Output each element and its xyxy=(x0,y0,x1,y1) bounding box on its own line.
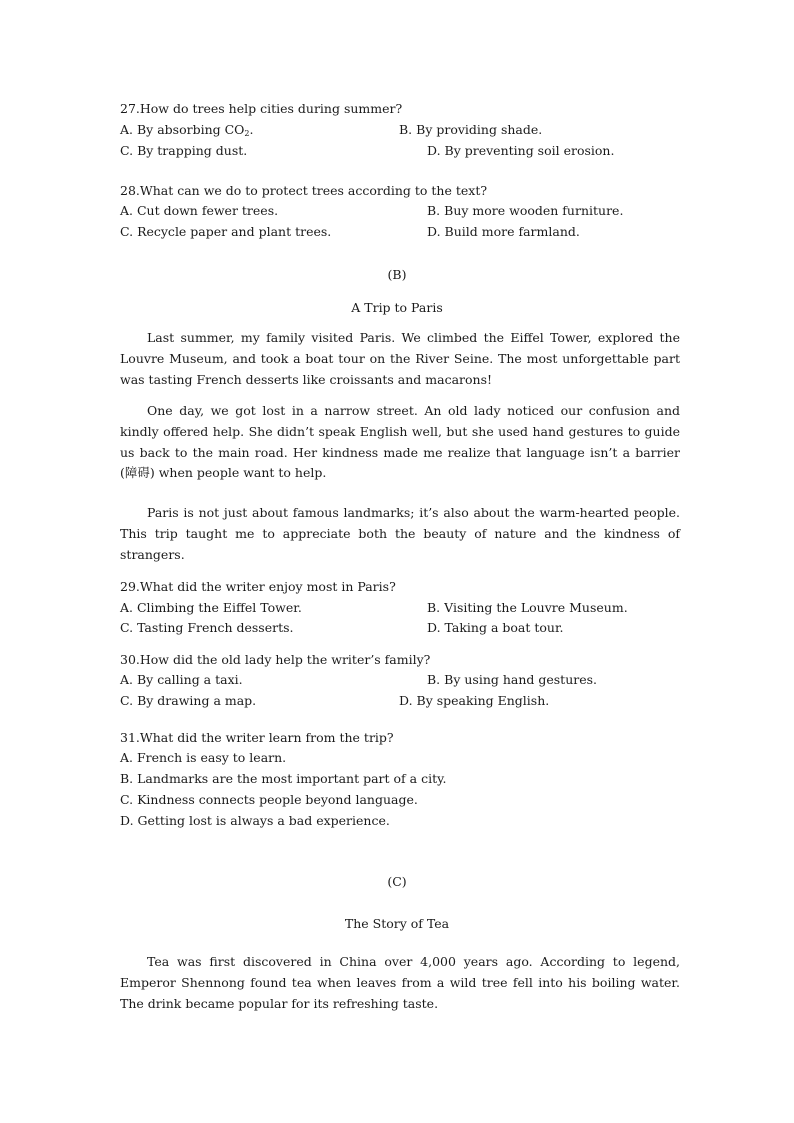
option-a-text: A. By absorbing CO xyxy=(120,122,245,137)
question-28-stem: 28.What can we do to protect trees according to the text? xyxy=(120,183,488,198)
section-b-title: A Trip to Paris xyxy=(351,300,443,315)
question-29-option-d: D. Taking a boat tour. xyxy=(427,620,564,635)
question-27-option-b: B. By providing shade. xyxy=(399,122,543,137)
question-31-option-d: D. Getting lost is always a bad experience. xyxy=(120,813,390,828)
question-29-option-c: C. Tasting French desserts. xyxy=(120,620,294,635)
question-29-stem: 29.What did the writer enjoy most in Paris? xyxy=(120,579,396,594)
question-30-stem: 30.How did the old lady help the writer’s family? xyxy=(120,652,431,667)
section-b-paragraph-3: Paris is not just about famous landmarks; it’s also about the warm-hearted people. This trip taught me to appreciate both the beauty of nature and the kindness of strangers. xyxy=(120,505,680,562)
question-27-option-d: D. By preventing soil erosion. xyxy=(427,143,615,158)
question-31-option-b: B. Landmarks are the most important part of a city. xyxy=(120,771,447,786)
section-b-paragraph-1: Last summer, my family visited Paris. We climbed the Eiffel Tower, explored the Louvre Museum, and took a boat tour on the River Seine. The most unforgettable part was tasting French desserts like croissants and macarons! xyxy=(120,330,680,387)
question-30-option-a: A. By calling a taxi. xyxy=(120,672,243,687)
question-31-option-a: A. French is easy to learn. xyxy=(120,750,287,765)
question-27-option-a xyxy=(120,122,253,138)
question-30-option-d: D. By speaking English. xyxy=(399,693,550,708)
question-28-option-c: C. Recycle paper and plant trees. xyxy=(120,224,332,239)
question-28-option-a: A. Cut down fewer trees. xyxy=(120,203,279,218)
question-27-option-c: C. By trapping dust. xyxy=(120,143,248,158)
question-30-option-c: C. By drawing a map. xyxy=(120,693,257,708)
subscript-2: 2 xyxy=(244,129,250,138)
question-27-stem: 27.How do trees help cities during summer? xyxy=(120,101,403,116)
section-b-paragraph-2: One day, we got lost in a narrow street. An old lady noticed our confusion and kindly offered help. She didn’t speak English well, but she used hand gestures to guide us back to the main road. Her kindness made me realize that language isn’t a barrier (障碍) when people want to help. xyxy=(120,403,680,481)
question-31-option-c: C. Kindness connects people beyond language. xyxy=(120,792,418,807)
section-b-label: (B) xyxy=(387,267,407,282)
question-29-option-a: A. Climbing the Eiffel Tower. xyxy=(120,600,302,615)
question-29-option-b: B. Visiting the Louvre Museum. xyxy=(427,600,628,615)
option-a-period: . xyxy=(249,122,254,137)
section-c-paragraph-1: Tea was first discovered in China over 4,000 years ago. According to legend, Emperor Shennong found tea when leaves from a wild tree fell into his boiling water. The drink became popular for its refreshing taste. xyxy=(120,954,680,1011)
section-c-title: The Story of Tea xyxy=(344,916,450,931)
question-28-option-b: B. Buy more wooden furniture. xyxy=(427,203,624,218)
question-30-option-b: B. By using hand gestures. xyxy=(427,672,598,687)
section-c-label: (C) xyxy=(387,874,407,889)
question-28-option-d: D. Build more farmland. xyxy=(427,224,580,239)
question-31-stem: 31.What did the writer learn from the trip? xyxy=(120,730,394,745)
